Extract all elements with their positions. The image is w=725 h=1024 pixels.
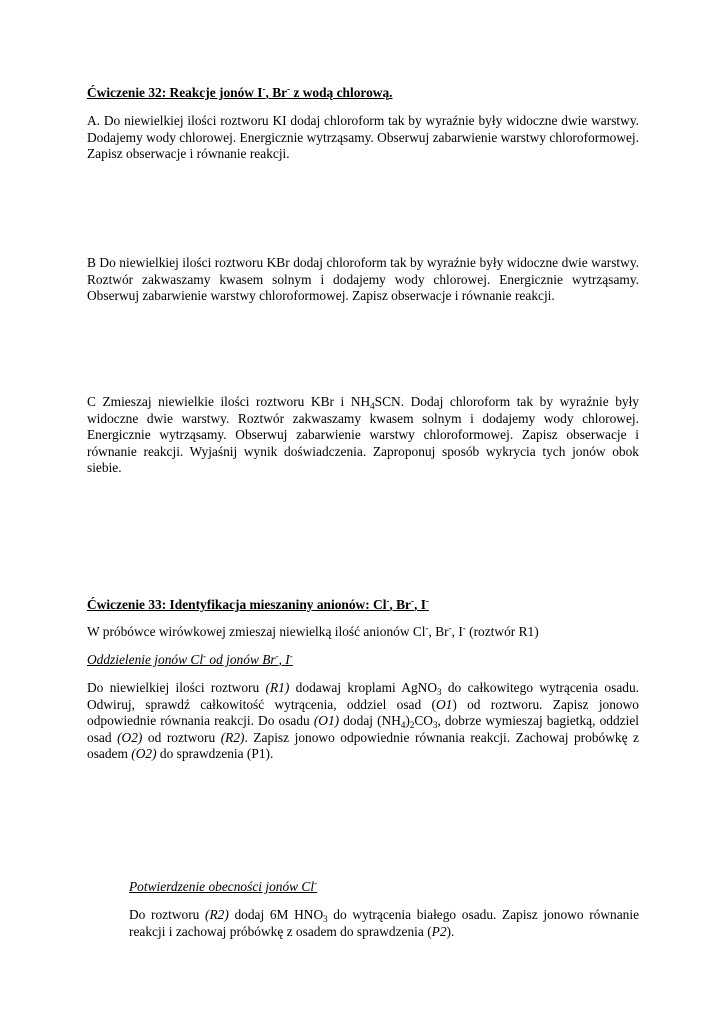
exercise-33-intro: W próbówce wirówkowej zmieszaj niewielką ilość anionów Cl-, Br-, I- (roztwór R1) <box>87 623 539 639</box>
exercise-32-part-a: A. Do niewielkiej ilości roztworu KI dodaj chloroform tak by wyraźnie były widoczne dwie warstwy. Dodajemy wody chlorowej. Energicznie wytrząsamy. Obserwuj zabarwienie warstwy chloroformowej. Zapisz obserwacje i równanie reakcji. <box>87 113 639 162</box>
chloride-confirmation-procedure: Do roztworu (R2) dodaj 6M $HNO_3$ do wytrącenia białego osadu. Zapisz jonowo równanie reakcji i zachowaj próbówkę z osadem do sprawdzenia (P2). <box>129 907 640 939</box>
separation-subheading: Oddzielenie jonów Cl- od jonów Br-, I- <box>87 651 293 667</box>
separation-procedure: Do niewielkiej ilości roztworu (R1) dodawaj kroplami AgNO$_3$ do całkowitego wytrącenia osadu. Odwiruj, sprawdź całkowitość wytrącenia, oddziel osad (O1) od roztworu. Zapisz jonowo odpowiednie równania reakcji. Do osadu (O1) dodaj $(NH_4)_2CO_3$, dobrze wymieszaj bagietką, oddziel osad (O2) od roztworu (R2). Zapisz jonowo odpowiednie równania reakcji. Zachowaj probówkę z osadem (O2) do sprawdzenia (P1). <box>87 680 639 762</box>
chloride-confirmation-subheading: Potwierdzenie obecności jonów Cl- <box>129 878 318 894</box>
exercise-32-heading: Ćwiczenie 32: Reakcje jonów I-, Br- z wodą chlorową. <box>87 84 393 100</box>
exercise-32-part-b: B Do niewielkiej ilości roztworu KBr dodaj chloroform tak by wyraźnie były widoczne dwie warstwy. Roztwór zakwaszamy kwasem solnym i dodajemy wody chlorowej. Energicznie wytrząsamy. Obserwuj zabarwienie warstwy chloroformowej. Zapisz obserwacje i równanie reakcji. <box>87 255 639 304</box>
exercise-33-heading: Ćwiczenie 33: Identyfikacja mieszaniny anionów: Cl-, Br-, I- <box>87 596 429 612</box>
exercise-32-part-c: C Zmieszaj niewielkie ilości roztworu KBr i $NH_4SCN$. Dodaj chloroform tak by wyraźnie były widoczne dwie warstwy. Roztwór zakwaszamy kwasem solnym i dodajemy wody chlorowej. Energicznie wytrząsamy. Obserwuj zabarwienie warstwy chloroformowej. Zapisz obserwacje i równanie reakcji. Wyjaśnij wynik doświadczenia. Zaproponuj sposób wykrycia tych jonów obok siebie. <box>87 394 640 476</box>
